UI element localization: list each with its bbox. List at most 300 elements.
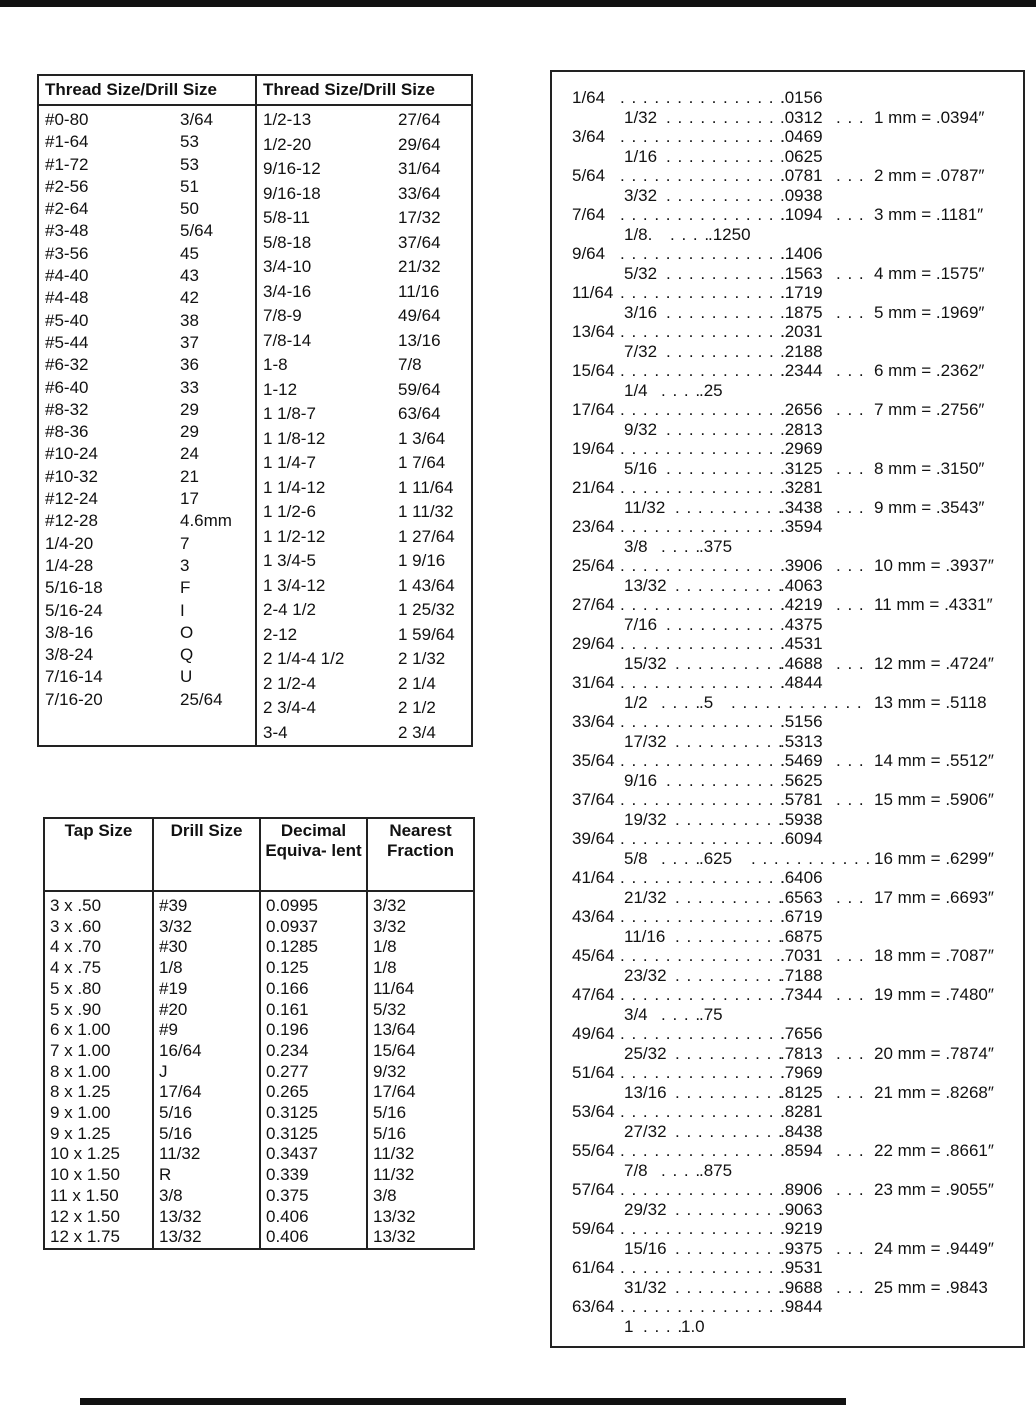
nearest-fraction-cell: 1/8 [373,937,397,957]
thread-size: #0-80 [45,110,89,129]
fraction: 17/64 [572,400,615,419]
decimal-row [552,517,1023,537]
decimal-row [552,498,1023,518]
leader-dots: . . . . . . . . . . [666,263,775,283]
decimal-row [552,888,1023,908]
leader-dots: . . . . . . . . . . . . . . . [620,790,786,809]
nearest-fraction-cell: 3/32 [373,896,407,915]
mm-conversion: 11 mm = .4331″ [874,595,993,614]
decimal-value: .0312 [780,107,823,127]
thread-size: 2-12 [263,624,298,644]
leader-dots: . . . . . . . . . . [666,419,775,439]
decimal-row [552,810,1023,830]
drill-size: 2 1/4 [398,673,436,693]
fraction: 11/32 [624,497,666,517]
leader-dots: . . . . . . . . . . . . [751,848,883,868]
decimal-value: .8438 [780,1121,823,1141]
tap-size-cell: 4 x .70 [50,937,102,957]
thread-size: 5/16-24 [45,600,103,620]
nearest-fraction-header: Nearest Fraction [366,819,473,890]
thread-row [39,421,255,443]
mm-leader-dots: . . . [836,302,865,322]
decimal-value: .0625 [780,146,823,166]
leader-dots: . . . . . . . . . . . . . . . [620,1258,786,1277]
fraction: 5/16 [624,458,658,478]
thread-row [257,232,471,257]
decimal-row [552,1141,1023,1161]
mm-conversion: 13 mm = .5118 [874,692,987,712]
leader-dots: . . . . . . . . . . . . . . . [620,517,786,536]
thread-row [257,428,471,453]
thread-row [257,354,471,379]
thread-row [257,379,471,404]
mm-leader-dots: . . . [836,1238,865,1258]
leader-dots: . . . . . . . . . . [675,653,784,673]
nearest-fraction-cell: 15/64 [373,1040,416,1060]
mm-leader-dots: . . . [836,166,865,185]
thread-size: #8-36 [45,422,89,442]
mm-conversion: 3 mm = .1181″ [874,205,984,224]
thread-row [39,220,255,242]
thread-row [257,134,471,159]
leader-dots: . . . . . . . . . . . . . . . [620,283,786,302]
fraction: 5/64 [572,166,606,185]
fraction: 7/16 [624,614,658,634]
drill-size: 1 27/64 [398,526,455,546]
leader-dots: . . . . . . . . . . . . [731,692,863,712]
decimal-row [552,264,1023,284]
drill-size: 29 [180,399,199,419]
fraction: 9/32 [624,419,658,439]
thread-size: 3/4-16 [263,281,312,301]
fraction: 7/8 [624,1160,648,1180]
decimal-row [552,147,1023,167]
mm-conversion: 7 mm = .2756″ [874,400,985,419]
tap-size-cell: 12 x 1.50 [50,1206,120,1226]
leader-dots: . . . . [661,1160,702,1180]
drill-size-cell: 16/64 [159,1040,202,1060]
fraction: 45/64 [572,946,615,965]
decimal-row [552,654,1023,674]
mm-conversion: 22 mm = .8661″ [874,1141,994,1160]
leader-dots: . . . . [670,224,711,244]
thread-size: 1-8 [263,355,288,374]
nearest-fraction-cell: 17/64 [373,1082,416,1102]
tap-size-cell: 9 x 1.00 [50,1103,111,1123]
decimal-value: .5 [699,692,714,712]
fraction: 19/32 [624,809,667,829]
drill-size: 29/64 [398,134,441,154]
decimal-row [552,790,1023,810]
mm-leader-dots: . . . [836,458,865,478]
leader-dots: . . . . . . . . . . [666,185,775,205]
mm-leader-dots: . . . [836,1043,865,1063]
fraction: 3/16 [624,302,658,322]
thread-header-left: Thread Size/Drill Size [39,76,255,106]
nearest-fraction-cell: 3/8 [373,1185,397,1205]
leader-dots: . . . . . . . . . . [675,965,784,985]
leader-dots: . . . . . . . . . . . . . . . [620,205,786,224]
drill-size: 49/64 [398,306,441,325]
thread-row [257,158,471,183]
drill-size: O [180,622,194,642]
decimal-row [552,1219,1023,1239]
drill-size-cell: J [159,1061,168,1081]
decimal-row [552,166,1023,186]
drill-size: Q [180,645,194,665]
leader-dots: . . . . . . . . . . . . . . . [620,244,786,263]
fraction: 23/64 [572,517,615,536]
thread-size: #6-32 [45,355,89,375]
fraction: 5/32 [624,263,658,283]
leader-dots: . . . . . . . . . . . . . . . [620,673,786,692]
leader-dots: . . . . . . . . . . . . . . . [620,1141,786,1160]
decimal-row [552,673,1023,693]
thread-size: #12-28 [45,511,98,531]
decimal-value: .3281 [780,478,823,497]
drill-size: 42 [180,288,199,308]
decimal-row [552,1063,1023,1083]
fraction: 51/64 [572,1063,615,1082]
leader-dots: . . . . . . . . . . . . . . . [620,634,786,653]
thread-size: 7/16-20 [45,689,103,709]
drill-size: 63/64 [398,404,441,423]
drill-size-cell: #19 [159,978,188,998]
drill-size: 1 7/64 [398,453,446,472]
decimal-equivalent-cell: 0.0995 [266,896,318,915]
drill-size: 1 11/32 [398,502,454,521]
decimal-value: .4531 [780,634,823,653]
drill-size: 51 [180,176,199,196]
leader-dots: . . . . . . . . . . . . . . . [620,712,786,731]
decimal-equivalent-cell: 0.166 [266,978,309,998]
drill-size-cell: R [159,1165,172,1185]
drill-size: 3/64 [180,110,214,129]
thread-size: 5/8-18 [263,232,312,252]
thread-row [257,673,471,698]
decimal-value: .5781 [780,790,823,809]
fraction: 15/64 [572,361,615,380]
thread-size: 1/4-20 [45,533,94,553]
thread-size: #1-64 [45,132,89,152]
tap-size-cell: 10 x 1.25 [50,1144,120,1164]
drill-size-column [152,892,259,1248]
drill-size: 2 1/2 [398,698,436,717]
thread-row [257,403,471,428]
thread-row [39,600,255,622]
drill-size: 31/64 [398,159,441,178]
drill-size: 1 9/16 [398,551,446,570]
decimal-value: .5156 [780,712,823,731]
decimal-row [552,1083,1023,1103]
decimal-value: .1250 [708,224,751,244]
bottom-rule [80,1398,846,1405]
thread-row [257,697,471,722]
leader-dots: . . . . . . . . . . . . . . . [620,556,786,575]
fraction: 53/64 [572,1102,615,1121]
thread-row [257,452,471,477]
tap-size-cell: 11 x 1.50 [50,1185,119,1205]
tap-table-body [45,892,473,1248]
decimal-value: .5469 [780,751,823,770]
fraction: 25/64 [572,556,615,575]
drill-size: 33/64 [398,183,441,203]
decimal-value: .1094 [780,205,823,224]
decimal-row [552,1180,1023,1200]
decimal-equivalent-cell: 0.3125 [266,1123,318,1143]
drill-size: 59/64 [398,379,441,399]
drill-size: 27/64 [398,110,441,129]
decimal-row [552,381,1023,401]
decimal-value: .3438 [780,497,823,517]
mm-conversion: 24 mm = .9449″ [874,1238,994,1258]
decimal-value: .375 [699,536,733,556]
fraction: 15/16 [624,1238,667,1258]
fraction: 1/8. [624,224,653,244]
mm-conversion: 1 mm = .0394″ [874,107,985,127]
thread-row [39,377,255,399]
thread-row [39,243,255,265]
thread-row [257,305,471,330]
leader-dots: . . . . . . . . . . [666,341,775,361]
drill-size-cell: #39 [159,896,188,915]
nearest-fraction-cell: 11/32 [373,1144,415,1164]
fraction: 41/64 [572,868,615,887]
drill-size-cell: 13/32 [159,1206,202,1226]
mm-leader-dots: . . . [836,595,865,614]
leader-dots: . . . . . . . . . . [675,1043,784,1063]
decimal-value: .1406 [780,244,823,263]
decimal-row [552,966,1023,986]
decimal-value: .0781 [780,166,823,185]
thread-row [39,176,255,198]
decimal-value: .8906 [780,1180,823,1199]
drill-size: 2 1/32 [398,649,446,668]
mm-conversion: 2 mm = .0787″ [874,166,985,185]
tap-size-header: Tap Size [64,821,133,840]
fraction: 23/32 [624,965,667,985]
leader-dots: . . . . . . . . . . . . . . . [620,322,786,341]
leader-dots: . . . . . . . . . . . . . . . [620,907,786,926]
tap-size-cell: 6 x 1.00 [50,1020,111,1040]
drill-size: 1 3/64 [398,428,446,448]
drill-size: 5/64 [180,221,214,241]
fraction: 9/16 [624,770,658,790]
leader-dots: . . . . . . . . . . . . . . . [620,88,786,107]
tap-size-cell: 5 x .80 [50,978,102,998]
decimal-value: .9063 [780,1199,823,1219]
drill-size: 53 [180,132,199,152]
drill-size-cell: 13/32 [159,1227,202,1247]
nearest-fraction-column [366,892,473,1248]
decimal-value: .625 [699,848,733,868]
thread-size: 1 1/2-12 [263,526,326,546]
mm-conversion: 17 mm = .6693″ [874,887,994,907]
thread-row [257,330,471,355]
tap-size-cell: 9 x 1.25 [50,1123,111,1143]
drill-size-cell: #30 [159,937,188,957]
tap-size-column [45,892,152,1248]
decimal-value: .8125 [780,1082,823,1102]
fraction: 63/64 [572,1297,615,1316]
drill-size: F [180,578,191,598]
decimal-equivalent-cell: 0.339 [266,1165,309,1185]
fraction: 3/32 [624,185,658,205]
decimal-value: .3906 [780,556,823,575]
leader-dots: . . . . . . . . . . [675,731,784,751]
fraction: 3/8 [624,536,648,556]
mm-conversion: 25 mm = .9843 [874,1277,988,1297]
decimal-value: .9375 [780,1238,823,1258]
thread-size: 3/8-24 [45,645,94,665]
mm-leader-dots: . . . [836,751,865,770]
drill-size: 21 [180,466,199,486]
mm-leader-dots: . . . [836,1277,865,1297]
leader-dots: . . . . . . . . . . [675,887,784,907]
thread-row [257,550,471,575]
leader-dots: . . . . . . . . . . [666,458,775,478]
decimal-row [552,712,1023,732]
fraction: 7/64 [572,205,606,224]
fraction: 21/64 [572,478,615,497]
fraction: 21/32 [624,887,667,907]
decimal-value: .3125 [780,458,823,478]
thread-row [39,644,255,666]
tap-drill-table [43,817,475,1250]
nearest-fraction-cell: 9/32 [373,1061,407,1081]
decimal-value: 1.0 [681,1316,705,1336]
decimal-row [552,342,1023,362]
fraction: 33/64 [572,712,615,731]
thread-column-right [255,76,471,745]
drill-size-cell: 11/32 [159,1144,201,1164]
top-rule [0,0,1036,7]
thread-row [39,154,255,176]
thread-row [39,689,255,711]
leader-dots: . . . . . . . . . . [675,1199,784,1219]
decimal-row [552,127,1023,147]
decimal-row [552,1122,1023,1142]
thread-rows-left [39,106,255,711]
fraction: 13/16 [624,1082,667,1102]
fraction: 1/64 [572,88,606,107]
thread-size: 1 1/2-6 [263,502,316,521]
decimal-equivalent-cell: 0.265 [266,1082,309,1102]
nearest-fraction-cell: 13/64 [373,1020,416,1040]
decimal-row [552,907,1023,927]
mm-conversion: 21 mm = .8268″ [874,1082,994,1102]
decimal-value: .4688 [780,653,823,673]
thread-size: #5-44 [45,332,89,352]
drill-size: 38 [180,310,199,330]
mm-conversion: 10 mm = .3937″ [874,556,994,575]
decimal-value: .9844 [780,1297,823,1316]
thread-size: 2 3/4-4 [263,698,316,717]
decimal-equivalent-cell: 0.406 [266,1206,309,1226]
mm-conversion: 4 mm = .1575″ [874,263,985,283]
decimal-value: .6719 [780,907,823,926]
decimal-value: .4375 [780,614,823,634]
thread-row [257,501,471,526]
thread-row [257,477,471,502]
fraction: 27/64 [572,595,615,614]
thread-size: 3-4 [263,722,288,742]
mm-conversion: 6 mm = .2362″ [874,361,985,380]
thread-column-left [39,76,255,745]
nearest-fraction-cell: 13/32 [373,1227,416,1247]
drill-size: 43 [180,266,199,286]
fraction: 11/16 [624,926,666,946]
thread-size: 1 1/4-7 [263,453,316,472]
nearest-fraction-cell: 5/16 [373,1103,407,1123]
thread-row [39,443,255,465]
thread-row [39,310,255,332]
thread-size: 3/4-10 [263,257,312,276]
leader-dots: . . . . . . . . . . [666,107,775,127]
thread-size: 1 1/8-12 [263,428,326,448]
thread-row [257,599,471,624]
mm-conversion: 12 mm = .4724″ [874,653,994,673]
decimal-value: .7031 [780,946,823,965]
thread-row [39,466,255,488]
fraction: 15/32 [624,653,667,673]
thread-size: #1-72 [45,154,89,174]
decimal-equivalent-header: Decimal Equiva- lent [259,819,366,890]
leader-dots: . . . . . . . . . . . . . . . [620,361,786,380]
decimal-row [552,322,1023,342]
mm-leader-dots: . . . [836,790,865,809]
decimal-value: .2031 [780,322,823,341]
leader-dots: . . . . . . . . . . . . . . . [620,1102,786,1121]
mm-conversion: 15 mm = .5906″ [874,790,994,809]
nearest-fraction-cell: 11/32 [373,1165,415,1185]
decimal-row [552,1024,1023,1044]
thread-row [257,281,471,306]
thread-size: 1-12 [263,379,298,399]
fraction: 7/32 [624,341,658,361]
drill-size-cell: #20 [159,999,188,1019]
fraction: 11/64 [572,283,614,302]
decimal-equivalent-cell: 0.234 [266,1040,309,1060]
thread-row [257,207,471,232]
mm-leader-dots: . . . [836,1082,865,1102]
decimal-row [552,771,1023,791]
drill-size-cell: 17/64 [159,1082,202,1102]
thread-row [39,622,255,644]
decimal-value: .5938 [780,809,823,829]
decimal-row [552,556,1023,576]
decimal-value: .4219 [780,595,823,614]
tap-size-cell: 5 x .90 [50,999,102,1019]
decimal-row [552,88,1023,108]
decimal-row [552,478,1023,498]
decimal-row [552,985,1023,1005]
leader-dots: . . . . . . . . . . . . . . . [620,946,786,965]
decimal-row [552,537,1023,557]
leader-dots: . . . . . . . . . . [675,497,784,517]
thread-size: 5/16-18 [45,578,103,598]
thread-row [257,526,471,551]
leader-dots: . . . . . . . . . . . . . . . [620,127,786,146]
leader-dots: . . . . . . . . . . . . . . . [620,439,786,458]
thread-size: #3-48 [45,221,89,241]
thread-size: 1/4-28 [45,555,94,575]
decimal-value: .2656 [780,400,823,419]
fraction: 29/32 [624,1199,667,1219]
leader-dots: . . . . . . . . . . . . . . . [620,1063,786,1082]
thread-rows-right [257,106,471,746]
nearest-fraction-cell: 3/32 [373,916,407,936]
